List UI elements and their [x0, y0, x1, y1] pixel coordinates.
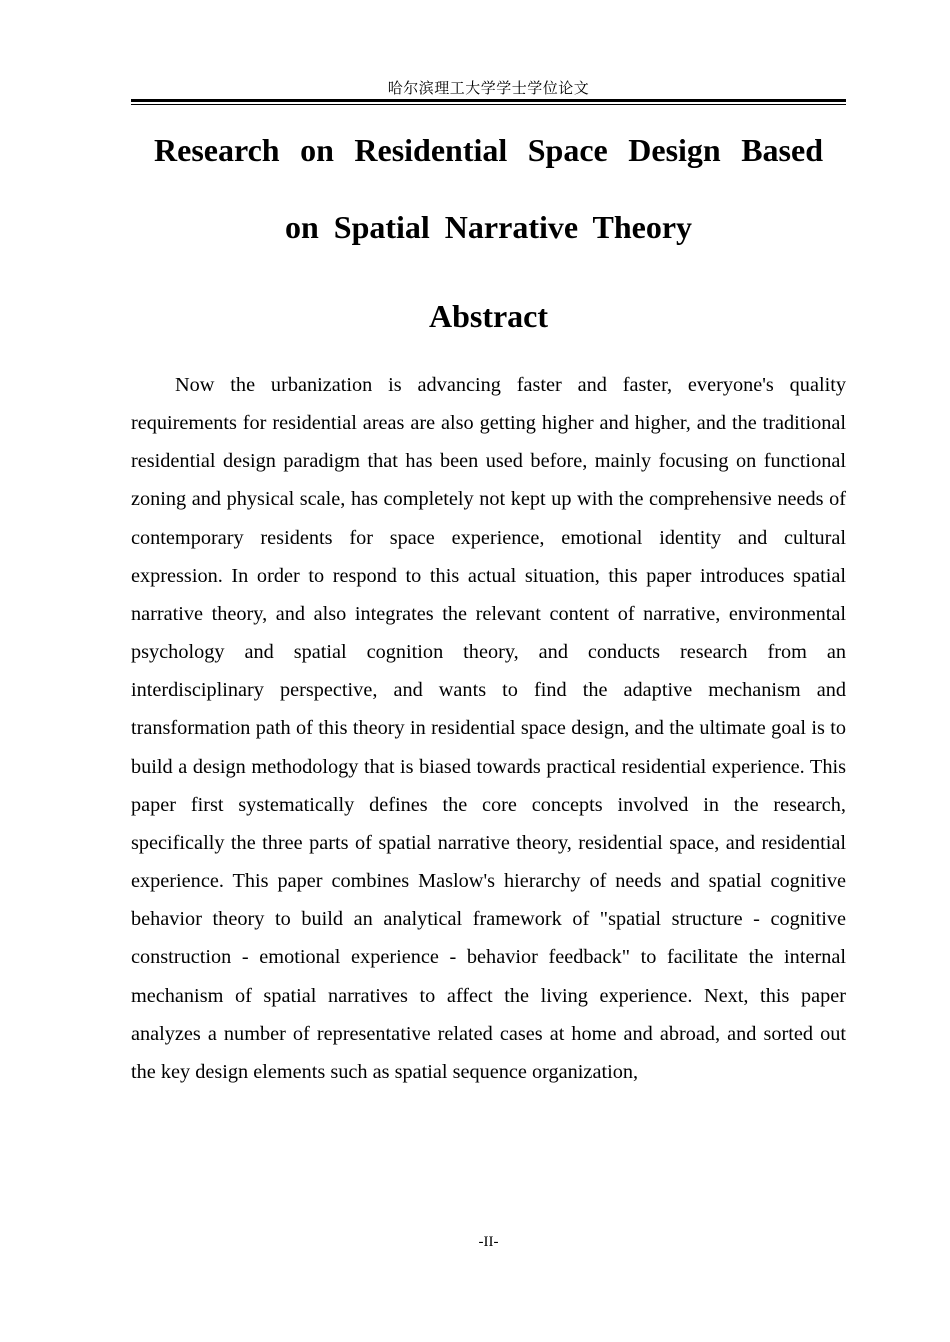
page-number: -II- [478, 1234, 499, 1250]
abstract-body: Now the urbanization is advancing faster and faster, everyone's quality requirements for residential areas are also getting higher and higher, and the traditional residential design paradigm that has been used before, mainly focusing on functional zoning and physical scale, has completely not kept up with the comprehensive needs of contemporary residents for space experience, emotional identity and cultural expression. In order to respond to this actual situation, this paper introduces spatial narrative theory, and also integrates the relevant content of narrative, environmental psychology and spatial cognition theory, and conducts research from an interdisciplinary perspective, and wants to find the adaptive mechanism and transformation path of this theory in residential space design, and the ultimate goal is to build a design methodology that is biased towards practical residential experience. This paper first systematically defines the core concepts involved in the research, specifically the three parts of spatial narrative theory, residential space, and residential experience. This paper combines Maslow's hierarchy of needs and spatial cognitive behavior theory to build an analytical framework of "spatial structure - cognitive construction - emotional experience - behavior feedback" to facilitate the internal mechanism of spatial narratives to affect the living experience. Next, this paper analyzes a number of representative related cases at home and abroad, and sorted out the key design elements such as spatial sequence organization, [131, 374, 846, 1083]
running-header: 哈尔滨理工大学学士学位论文 [387, 79, 590, 97]
header-rule-thick [131, 99, 846, 102]
abstract-heading: Abstract [428, 298, 549, 334]
header-rule-thin [131, 104, 846, 105]
title-line-1: Research on Residential Space Design Based [154, 132, 823, 168]
title-line-2: on Spatial Narrative Theory [284, 209, 693, 245]
